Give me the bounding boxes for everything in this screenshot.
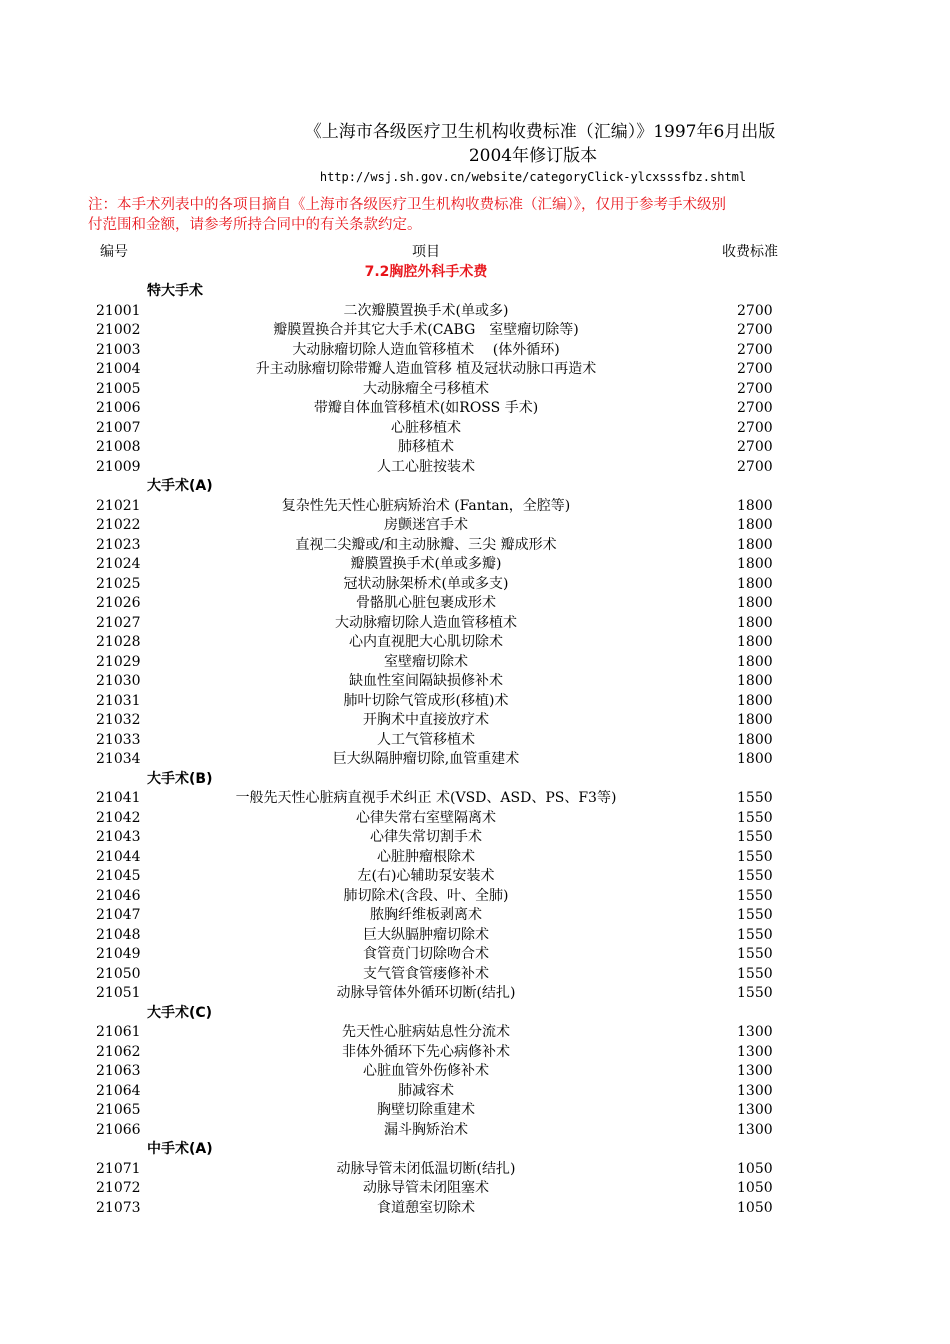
row-code: 21042 (96, 809, 141, 826)
group-label: 中手术(A) (147, 1141, 213, 1157)
table-row (0, 809, 950, 829)
row-code: 21050 (96, 965, 141, 982)
row-fee: 1800 (737, 692, 773, 709)
table-row (0, 1082, 950, 1102)
table-row (0, 419, 950, 439)
table-row (0, 965, 950, 985)
table-row (0, 438, 950, 458)
row-fee: 1800 (737, 673, 773, 689)
row-item: 支气管食管瘘修补术 (363, 965, 489, 982)
row-fee: 2700 (737, 380, 773, 397)
group-label: 大手术(B) (147, 770, 213, 787)
row-fee: 1800 (737, 556, 773, 572)
row-fee: 1800 (737, 712, 773, 728)
row-code: 21005 (96, 380, 141, 397)
column-header-fee: 收费标准 (722, 244, 778, 260)
row-code: 21028 (96, 634, 141, 650)
row-item: 心律失常右室壁隔离术 (356, 809, 496, 826)
row-fee: 1550 (737, 829, 773, 845)
row-item: 人工心脏按装术 (377, 458, 475, 475)
row-code: 21034 (96, 751, 141, 767)
row-code: 21064 (96, 1082, 141, 1099)
table-row (0, 984, 950, 1004)
row-item: 肺叶切除气管成形(移植)术 (343, 692, 509, 709)
row-item: 肺切除术(含段、叶、全肺) (343, 887, 509, 904)
table-row (0, 536, 950, 556)
row-fee: 1550 (737, 790, 773, 806)
row-item: 食管贲门切除吻合术 (363, 946, 489, 962)
row-code: 21023 (96, 536, 141, 553)
row-code: 21002 (96, 322, 141, 338)
row-fee: 2700 (737, 302, 773, 319)
note-line-2: 付范围和金额，请参考所持合同中的有关条款约定。 (88, 217, 422, 233)
row-code: 21063 (96, 1063, 141, 1079)
group-label: 大手术(A) (147, 478, 213, 494)
row-item: 心脏肿瘤根除术 (377, 848, 475, 865)
row-code: 21030 (96, 673, 141, 689)
row-fee: 1550 (737, 848, 773, 865)
row-code: 21004 (96, 361, 141, 377)
table-row (0, 341, 950, 361)
row-item: 二次瓣膜置换手术(单或多) (343, 302, 509, 319)
row-fee: 1050 (737, 1199, 773, 1216)
row-code: 21022 (96, 517, 141, 533)
group-header (0, 477, 950, 497)
row-code: 21065 (96, 1102, 141, 1118)
table-row (0, 594, 950, 614)
row-code: 21044 (96, 848, 141, 865)
row-fee: 2700 (737, 361, 773, 377)
row-item: 动脉导管未闭低温切断(结扎) (336, 1160, 516, 1177)
row-fee: 2700 (737, 439, 773, 455)
row-item: 升主动脉瘤切除带瓣人造血管移 植及冠状动脉口再造术 (255, 361, 597, 377)
table-row (0, 1121, 950, 1141)
row-item: 冠状动脉架桥术(单或多支) (343, 575, 509, 592)
row-code: 21008 (96, 439, 141, 455)
row-code: 21048 (96, 926, 141, 943)
table-row (0, 1023, 950, 1043)
table-row (0, 828, 950, 848)
row-item: 先天性心脏病姑息性分流术 (342, 1024, 510, 1040)
row-code: 21032 (96, 712, 141, 728)
row-item: 心脏血管外伤修补术 (363, 1063, 489, 1079)
row-item: 非体外循环下先心病修补术 (342, 1043, 510, 1060)
row-fee: 1550 (737, 809, 773, 826)
table-row (0, 380, 950, 400)
row-item: 动脉导管体外循环切断(结扎) (336, 985, 516, 1001)
row-item: 缺血性室间隔缺损修补术 (349, 673, 503, 689)
row-fee: 1550 (737, 965, 773, 982)
row-item: 漏斗胸矫治术 (384, 1121, 468, 1138)
row-code: 21071 (96, 1160, 141, 1177)
row-code: 21029 (96, 653, 141, 670)
column-header-item: 项目 (412, 244, 440, 260)
table-row (0, 926, 950, 946)
row-item: 心内直视肥大心肌切除术 (349, 634, 503, 650)
table-row (0, 458, 950, 478)
row-code: 21062 (96, 1043, 141, 1060)
row-fee: 2700 (737, 322, 773, 338)
row-fee: 1800 (737, 731, 773, 748)
group-label: 特大手术 (147, 283, 203, 299)
row-fee: 1800 (737, 497, 773, 514)
row-code: 21072 (96, 1180, 141, 1196)
row-code: 21031 (96, 692, 141, 709)
row-fee: 2700 (737, 458, 773, 475)
table-row (0, 1101, 950, 1121)
table-row (0, 1179, 950, 1199)
table-row (0, 555, 950, 575)
row-item: 大动脉瘤切除人造血管移植术 (335, 614, 517, 631)
table-row (0, 633, 950, 653)
row-code: 21021 (96, 497, 141, 514)
row-code: 21049 (96, 946, 141, 962)
table-row (0, 360, 950, 380)
table-row (0, 302, 950, 322)
row-item: 肺移植术 (398, 439, 454, 455)
row-fee: 1550 (737, 926, 773, 943)
section-title: 7.2胸腔外科手术费 (364, 264, 488, 280)
document-title: 《上海市各级医疗卫生机构收费标准（汇编）》1997年6月出版 (304, 122, 776, 142)
table-row (0, 1043, 950, 1063)
row-code: 21041 (96, 790, 141, 806)
row-fee: 1800 (737, 653, 773, 670)
table-row (0, 672, 950, 692)
row-item: 带瓣自体血管移植术(如ROSS 手术) (313, 400, 539, 416)
row-code: 21025 (96, 575, 141, 592)
row-item: 心脏移植术 (391, 419, 461, 436)
row-code: 21051 (96, 985, 141, 1001)
table-row (0, 887, 950, 907)
table-row (0, 1062, 950, 1082)
column-header-code: 编号 (100, 244, 128, 260)
row-item: 房颤迷宫手术 (384, 517, 468, 533)
row-fee: 1300 (737, 1063, 773, 1079)
row-code: 21006 (96, 400, 141, 416)
table-row (0, 516, 950, 536)
row-item: 复杂性先天性心脏病矫治术 (Fantan，全腔等) (281, 497, 571, 514)
row-fee: 1800 (737, 614, 773, 631)
row-fee: 1800 (737, 536, 773, 553)
row-code: 21043 (96, 829, 141, 845)
row-code: 21046 (96, 887, 141, 904)
table-row (0, 653, 950, 673)
table-row (0, 711, 950, 731)
row-fee: 1050 (737, 1160, 773, 1177)
row-fee: 1800 (737, 751, 773, 767)
row-item: 大动脉瘤切除人造血管移植术 (体外循环) (292, 341, 560, 358)
row-fee: 1550 (737, 985, 773, 1001)
group-header (0, 1140, 950, 1160)
row-item: 瓣膜置换合并其它大手术(CABG 室壁瘤切除等) (273, 322, 579, 338)
table-row (0, 1160, 950, 1180)
row-code: 21073 (96, 1199, 141, 1216)
row-fee: 1050 (737, 1180, 773, 1196)
row-item: 心律失常切割手术 (370, 829, 482, 845)
table-row (0, 789, 950, 809)
row-fee: 2700 (737, 419, 773, 436)
group-label: 大手术(C) (147, 1004, 213, 1021)
table-row (0, 945, 950, 965)
table-row (0, 1199, 950, 1219)
row-fee: 1550 (737, 946, 773, 962)
row-code: 21007 (96, 419, 141, 436)
table-row (0, 692, 950, 712)
fee-table (0, 282, 950, 1218)
table-row (0, 750, 950, 770)
row-item: 食道憩室切除术 (377, 1199, 475, 1216)
table-row (0, 575, 950, 595)
row-item: 动脉导管未闭阻塞术 (363, 1180, 489, 1196)
row-fee: 1800 (737, 595, 773, 611)
row-item: 左(右)心辅助泵安装术 (357, 868, 495, 884)
row-item: 肺减容术 (398, 1082, 454, 1099)
row-item: 大动脉瘤全弓移植术 (363, 380, 489, 397)
table-row (0, 614, 950, 634)
row-fee: 1800 (737, 517, 773, 533)
row-item: 人工气管移植术 (377, 731, 475, 748)
row-item: 室壁瘤切除术 (384, 653, 468, 670)
table-row (0, 497, 950, 517)
row-fee: 1550 (737, 887, 773, 904)
row-fee: 2700 (737, 341, 773, 358)
row-fee: 1300 (737, 1082, 773, 1099)
row-item: 开胸术中直接放疗术 (363, 712, 489, 728)
row-code: 21003 (96, 341, 141, 358)
table-row (0, 867, 950, 887)
group-header (0, 1004, 950, 1024)
row-fee: 1550 (737, 868, 773, 884)
row-fee: 1800 (737, 634, 773, 650)
group-header (0, 282, 950, 302)
table-row (0, 399, 950, 419)
row-item: 巨大纵膈肿瘤切除术 (363, 926, 489, 943)
row-fee: 1300 (737, 1102, 773, 1118)
row-item: 瓣膜置换手术(单或多瓣) (350, 556, 502, 572)
row-fee: 1300 (737, 1043, 773, 1060)
row-code: 21009 (96, 458, 141, 475)
table-row (0, 848, 950, 868)
row-fee: 1300 (737, 1121, 773, 1138)
row-code: 21066 (96, 1121, 141, 1138)
row-code: 21026 (96, 595, 141, 611)
row-item: 脓胸纤维板剥离术 (370, 907, 482, 923)
source-url: http://wsj.sh.gov.cn/website/categoryClick-ylcxsssfbz.shtml (319, 170, 747, 184)
document-subtitle: 2004年修订版本 (468, 146, 598, 166)
group-header (0, 770, 950, 790)
row-code: 21001 (96, 302, 141, 319)
row-code: 21027 (96, 614, 141, 631)
row-code: 21047 (96, 907, 141, 923)
table-row (0, 321, 950, 341)
table-row (0, 731, 950, 751)
row-item: 一般先天性心脏病直视手术纠正 术(VSD、ASD、PS、F3等) (235, 790, 617, 806)
row-item: 直视二尖瓣或/和主动脉瓣、三尖 瓣成形术 (295, 536, 557, 553)
row-code: 21045 (96, 868, 141, 884)
row-code: 21033 (96, 731, 141, 748)
row-code: 21061 (96, 1024, 141, 1040)
row-fee: 1800 (737, 575, 773, 592)
row-item: 巨大纵隔肿瘤切除,血管重建术 (332, 751, 520, 767)
note-line-1: 注：本手术列表中的各项目摘自《上海市各级医疗卫生机构收费标准（汇编）》，仅用于参考手术级别 (88, 197, 726, 213)
table-row (0, 906, 950, 926)
row-item: 胸壁切除重建术 (377, 1102, 475, 1118)
row-fee: 1550 (737, 907, 773, 923)
row-fee: 2700 (737, 400, 773, 416)
row-item: 骨骼肌心脏包裹成形术 (356, 595, 496, 611)
row-fee: 1300 (737, 1024, 773, 1040)
row-code: 21024 (96, 556, 141, 572)
